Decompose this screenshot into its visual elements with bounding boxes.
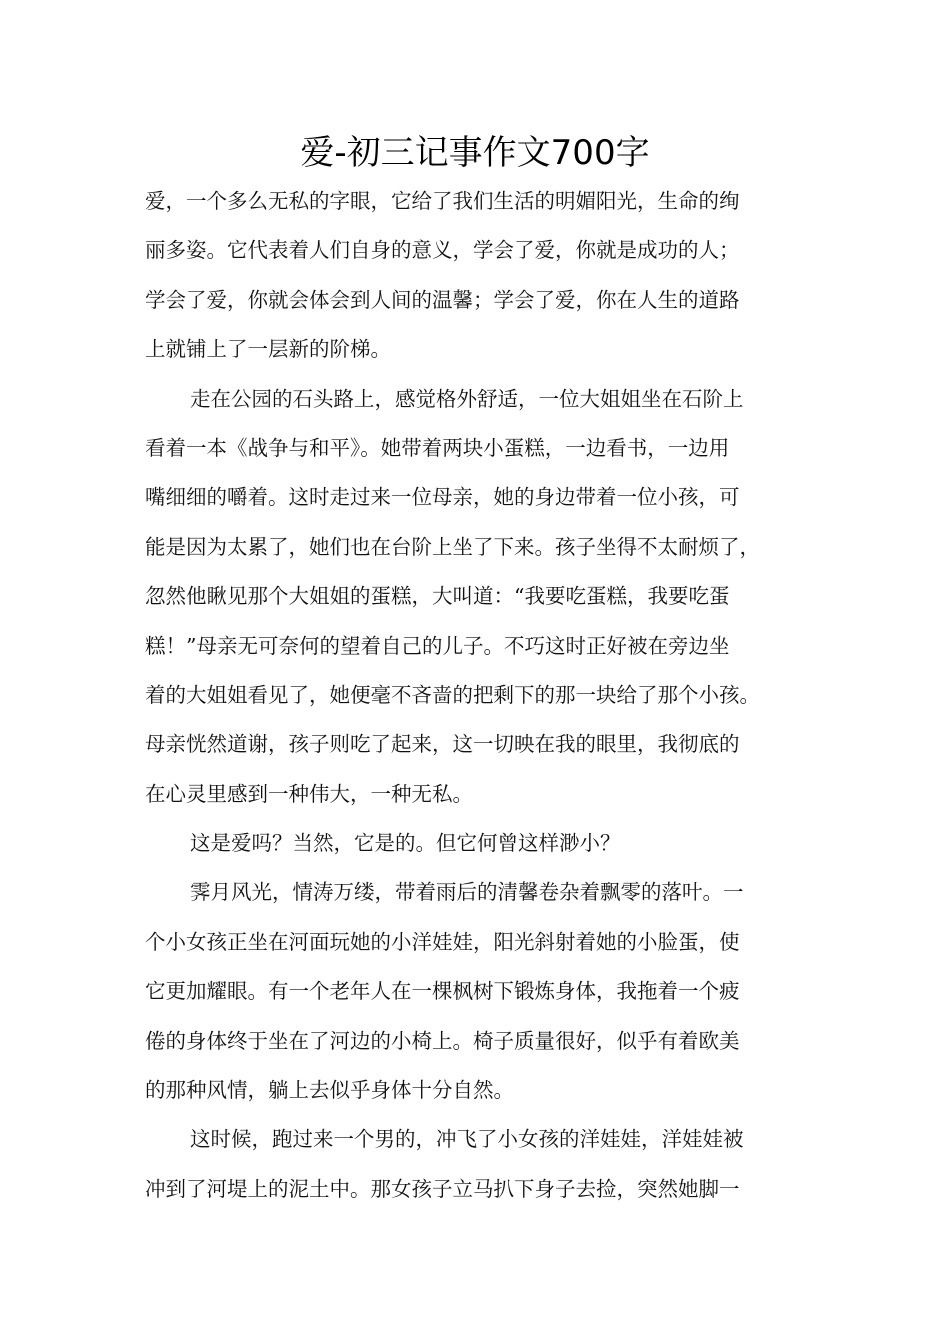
text-line: 在心灵里感到一种伟大，一种无私。 xyxy=(145,781,473,806)
text-line: 丽多姿。它代表着人们自身的意义，学会了爱，你就是成功的人； xyxy=(145,238,740,263)
text-line: 爱，一个多么无私的字眼，它给了我们生活的明媚阳光，生命的绚 xyxy=(145,189,740,213)
text-line: 忽然他瞅见那个大姐姐的蛋糕，大叫道：“我要吃蛋糕，我要吃蛋 xyxy=(145,584,730,609)
document-title: 爱-初三记事作文700字 xyxy=(300,133,650,173)
text-line: 嘴细细的嚼着。这时走过来一位母亲，她的身边带着一位小孩，可 xyxy=(145,485,740,510)
text-line: 的那种风情，躺上去似乎身体十分自然。 xyxy=(145,1078,514,1103)
text-line: 它更加耀眼。有一个老年人在一棵枫树下锻炼身体，我拖着一个疲 xyxy=(145,979,740,1004)
text-line: 走在公园的石头路上，感觉格外舒适，一位大姐姐坐在石阶上 xyxy=(190,386,744,411)
text-line: 上就铺上了一层新的阶梯。 xyxy=(145,337,391,362)
text-line: 个小女孩正坐在河面玩她的小洋娃娃，阳光斜射着她的小脸蛋，使 xyxy=(145,929,740,954)
text-line: 能是因为太累了，她们也在台阶上坐了下来。孩子坐得不太耐烦了， xyxy=(145,534,760,559)
document-body xyxy=(145,177,825,1214)
text-line: 这时候，跑过来一个男的，冲飞了小女孩的洋娃娃，洋娃娃被 xyxy=(190,1127,744,1152)
text-line: 母亲恍然道谢，孩子则吃了起来，这一切映在我的眼里，我彻底的 xyxy=(145,732,740,757)
text-line: 看着一本《战争与和平》。她带着两块小蛋糕，一边看书，一边用 xyxy=(145,435,730,460)
text-line: 这是爱吗？当然，它是的。但它何曾这样渺小？ xyxy=(190,831,621,856)
text-line: 着的大姐姐看见了，她便毫不吝啬的把剩下的那一块给了那个小孩。 xyxy=(145,682,760,707)
text-line: 学会了爱，你就会体会到人间的温馨；学会了爱，你在人生的道路 xyxy=(145,287,740,312)
text-line: 霁月风光，情涛万缕，带着雨后的清馨卷杂着飘零的落叶。一 xyxy=(190,880,744,905)
text-line: 糕！”母亲无可奈何的望着自己的儿子。不巧这时正好被在旁边坐 xyxy=(145,633,730,658)
text-line: 倦的身体终于坐在了河边的小椅上。椅子质量很好，似乎有着欧美 xyxy=(145,1028,740,1053)
text-line: 冲到了河堤上的泥土中。那女孩子立马扒下身子去捡，突然她脚一 xyxy=(145,1176,740,1201)
